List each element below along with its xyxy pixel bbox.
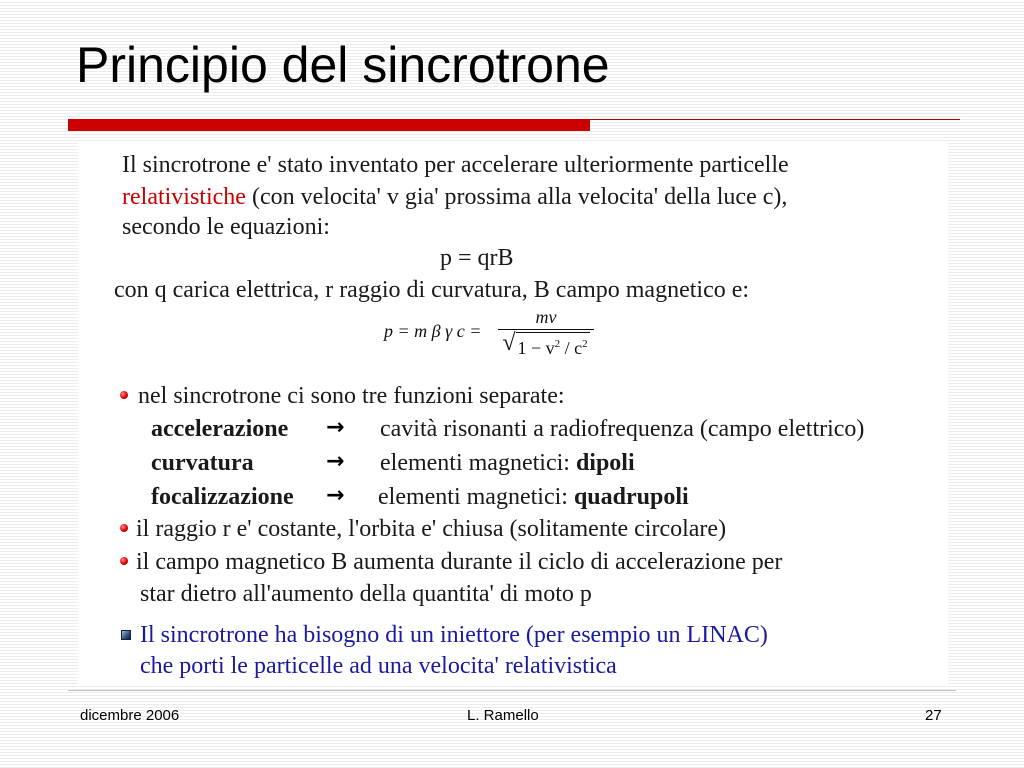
intro-line-3: secondo le equazioni:	[122, 214, 330, 240]
title-underline-bar	[68, 119, 590, 131]
sqrt-icon: √	[502, 330, 516, 356]
title-underline-thin	[590, 119, 960, 120]
momentum-formula-lhs: p = m β γ c =	[384, 321, 482, 341]
intro-line-1: Il sincrotrone e' stato inventato per accelerare ulteriormente particelle	[122, 152, 789, 178]
function-name-focusing: focalizzazione	[151, 484, 294, 510]
bullet-magnetic-field-line-1: il campo magnetico B aumenta durante il ciclo di accelerazione per	[136, 549, 783, 575]
momentum-formula-fraction	[498, 307, 594, 359]
footer-page-number: 27	[925, 707, 942, 724]
footer-date: dicembre 2006	[80, 707, 180, 724]
function-desc-curvature: elementi magnetici: dipoli	[380, 450, 635, 476]
equation-p-qrB: p = qrB	[440, 245, 514, 271]
formula-denominator	[502, 332, 589, 359]
intro-line-2-rest: (con velocita' v gia' prossima alla velocita' della luce c),	[245, 184, 788, 210]
footer-divider	[68, 690, 956, 691]
injector-note-line-2: che porti le particelle ad una velocita' relativistica	[140, 653, 617, 679]
red-bullet-icon	[120, 391, 128, 399]
footer-author: L. Ramello	[467, 707, 539, 724]
explain-line: con q carica elettrica, r raggio di curvatura, B campo magnetico e:	[114, 277, 750, 303]
slide-title: Principio del sincrotrone	[76, 37, 610, 93]
intro-line-2	[122, 184, 787, 210]
function-name-acceleration: accelerazione	[151, 416, 289, 442]
bullet-magnetic-field-line-2: star dietro all'aumento della quantita' di moto p	[140, 581, 592, 607]
formula-numerator: mv	[535, 307, 557, 327]
red-bullet-icon	[120, 524, 128, 532]
arrow-right-icon: →	[326, 483, 345, 508]
injector-note-line-1: Il sincrotrone ha bisogno di un iniettore (per esempio un LINAC)	[140, 622, 768, 648]
square-bullet-icon	[121, 630, 131, 640]
function-desc-acceleration: cavità risonanti a radiofrequenza (campo elettrico)	[380, 416, 865, 442]
bullet-constant-radius: il raggio r e' costante, l'orbita e' chiusa (solitamente circolare)	[136, 516, 727, 542]
formula-radicand: $1 - v^2 / c^2$	[516, 332, 590, 359]
function-desc-focusing: elementi magnetici: quadrupoli	[378, 484, 689, 510]
arrow-right-icon: →	[326, 415, 345, 440]
content-panel	[78, 143, 948, 685]
function-name-curvature: curvatura	[151, 450, 254, 476]
arrow-right-icon: →	[326, 449, 345, 474]
red-bullet-icon	[120, 557, 128, 565]
bullet-three-functions: nel sincrotrone ci sono tre funzioni separate:	[138, 383, 565, 409]
relativistic-term: relativistiche	[122, 184, 246, 210]
